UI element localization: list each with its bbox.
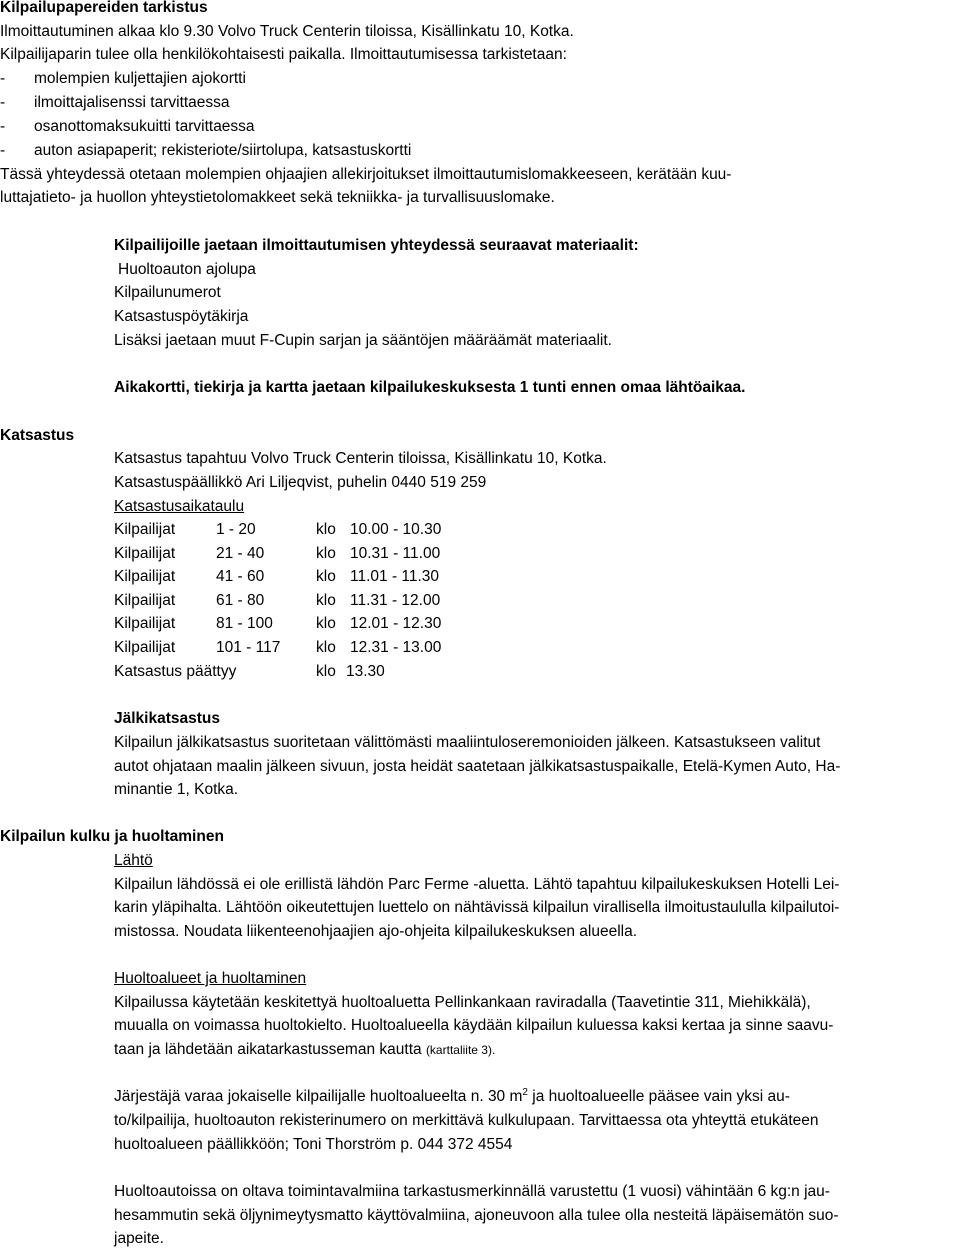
material-item: Katsastuspöytäkirja <box>114 308 249 325</box>
materials-extra: Lisäksi jaetaan muut F-Cupin sarjan ja sääntöjen määräämät materiaalit. <box>114 332 612 349</box>
schedule-range: 21 - 40 <box>216 545 265 562</box>
schedule-time: 11.31 - 12.00 <box>350 592 441 609</box>
schedule-klo: klo <box>316 639 336 656</box>
schedule-time: 10.31 - 11.00 <box>350 545 441 562</box>
schedule-range: 81 - 100 <box>216 615 273 632</box>
schedule-range: 101 - 117 <box>216 639 281 656</box>
map-appendix-ref: (karttaliite 3). <box>425 1043 496 1057</box>
check-item: osanottomaksukuitti tarvittaessa <box>34 118 255 135</box>
paragraph-line: Kilpailun lähdössä ei ole erillistä lähdön Parc Ferme -aluetta. Lähtö tapahtuu kilpailukeskuksen Hotelli Lei- <box>114 876 840 893</box>
section-heading-race-flow: Kilpailun kulku ja huoltaminen <box>0 828 224 845</box>
schedule-time: 12.31 - 13.00 <box>350 639 442 656</box>
paragraph-line: autot ohjataan maalin jälkeen sivuun, josta heidät saatetaan jälkikatsastuspaikalle, Etelä-Kymen Auto, Ha- <box>114 758 841 775</box>
schedule-klo: klo <box>316 615 336 632</box>
paragraph-line: Ilmoittautuminen alkaa klo 9.30 Volvo Truck Centerin tiloissa, Kisällinkatu 10, Kotka. <box>0 23 574 40</box>
schedule-time: 11.01 - 11.30 <box>350 568 440 585</box>
dash-bullet: - <box>0 142 6 159</box>
paragraph-line: muualla on voimassa huoltokielto. Huoltoalueella käydään kilpailun kuluessa kaksi kertaa ja sinne saavu- <box>114 1017 834 1034</box>
schedule-label: Kilpailijat <box>114 615 176 632</box>
material-item: Kilpailunumerot <box>114 284 221 301</box>
paragraph-line: to/kilpailija, huoltoauton rekisterinumero on merkittävä kulkulupaan. Tarvittaessa ota yhteyttä etukäteen <box>114 1112 819 1129</box>
schedule-label: Kilpailijat <box>114 592 176 609</box>
schedule-klo: klo <box>316 545 336 562</box>
paragraph-line: Tässä yhteydessä otetaan molempien ohjaajien allekirjoitukset ilmoittautumislomakkeeseen, kerätään kuu- <box>0 166 732 183</box>
dash-bullet: - <box>0 70 6 87</box>
material-item: Huoltoauton ajolupa <box>118 261 256 278</box>
paragraph-line: minantie 1, Kotka. <box>114 781 239 798</box>
paragraph-line: Katsastus tapahtuu Volvo Truck Centerin tiloissa, Kisällinkatu 10, Kotka. <box>114 450 607 467</box>
paragraph-line: Kilpailun jälkikatsastus suoritetaan välittömästi maaliintuloseremonioiden jälkeen. Katsastukseen valitut <box>114 734 821 751</box>
paragraph-line <box>114 1085 790 1109</box>
check-item: auton asiapaperit; rekisteriote/siirtolupa, katsastuskortti <box>34 142 412 159</box>
schedule-range: 41 - 60 <box>216 568 265 585</box>
paragraph-line: Kilpailussa käytetään keskitettyä huoltoaluetta Pellinkankaan raviradalla (Taavetintie 311, Miehikkälä), <box>114 994 811 1011</box>
post-inspection-heading: Jälkikatsastus <box>114 710 220 727</box>
schedule-end-time: 13.30 <box>346 663 385 680</box>
timecard-note: Aikakortti, tiekirja ja kartta jaetaan kilpailukeskuksesta 1 tunti ennen omaa lähtöaikaa. <box>114 379 746 396</box>
paragraph-line: hesammutin sekä öljynimeytysmatto käyttövalmiina, ajoneuvoon alla tulee olla nesteitä läpäisemätön suo- <box>114 1207 839 1224</box>
section-heading-inspection: Katsastus <box>0 427 75 444</box>
schedule-time: 12.01 - 12.30 <box>350 615 442 632</box>
reserve-text-a: Järjestäjä varaa jokaiselle kilpailijalle huoltoalueelta n. 30 m <box>114 1088 523 1105</box>
schedule-time: 10.00 - 10.30 <box>350 521 442 538</box>
paragraph-line: japeite. <box>114 1230 164 1247</box>
schedule-range: 1 - 20 <box>216 521 256 538</box>
service-line-text: taan ja lähdetään aikatarkastusseman kautta <box>114 1041 422 1058</box>
schedule-label: Kilpailijat <box>114 568 176 585</box>
superscript: 2 <box>522 1086 528 1098</box>
materials-heading: Kilpailijoille jaetaan ilmoittautumisen yhteydessä seuraavat materiaalit: <box>114 237 639 254</box>
paragraph-line: luttajatieto- ja huollon yhteystietolomakkeet sekä tekniikka- ja turvallisuuslomake. <box>0 189 555 206</box>
schedule-klo: klo <box>316 663 336 680</box>
paragraph-line: Kilpailijaparin tulee olla henkilökohtaisesti paikalla. Ilmoittautumisessa tarkistetaan: <box>0 46 567 63</box>
paragraph-line: karin yläpihalta. Lähtöön oikeutettujen luettelo on nähtävissä kilpailun virallisella ilmoitustaululla kilpailutoi- <box>114 899 840 916</box>
dash-bullet: - <box>0 118 6 135</box>
paragraph-line: Huoltoautoissa on oltava toimintavalmiina tarkastusmerkinnällä varustettu (1 vuosi) vähintään 6 kg:n jau- <box>114 1183 830 1200</box>
schedule-klo: klo <box>316 521 336 538</box>
reserve-text-b: ja huoltoalueelle pääsee vain yksi au- <box>527 1088 790 1105</box>
schedule-label: Kilpailijat <box>114 521 176 538</box>
schedule-label: Kilpailijat <box>114 639 176 656</box>
dash-bullet: - <box>0 94 6 111</box>
paragraph-line: Katsastuspäällikkö Ari Liljeqvist, puhelin 0440 519 259 <box>114 474 487 491</box>
schedule-range: 61 - 80 <box>216 592 265 609</box>
service-heading: Huoltoalueet ja huoltaminen <box>114 970 307 987</box>
paragraph-line: huoltoalueen päällikköön; Toni Thorström p. 044 372 4554 <box>114 1136 513 1153</box>
check-item: ilmoittajalisenssi tarvittaessa <box>34 94 230 111</box>
paragraph-line: mistossa. Noudata liikenteenohjaajien ajo-ohjeita kilpailukeskuksen alueella. <box>114 923 638 940</box>
schedule-label: Kilpailijat <box>114 545 176 562</box>
schedule-end-label: Katsastus päättyy <box>114 663 237 680</box>
schedule-heading: Katsastusaikataulu <box>114 498 245 515</box>
schedule-klo: klo <box>316 592 336 609</box>
schedule-klo: klo <box>316 568 336 585</box>
paragraph-line <box>114 1038 495 1062</box>
start-heading: Lähtö <box>114 852 153 869</box>
check-item: molempien kuljettajien ajokortti <box>34 70 246 87</box>
section-heading-papers: Kilpailupapereiden tarkistus <box>0 0 208 16</box>
